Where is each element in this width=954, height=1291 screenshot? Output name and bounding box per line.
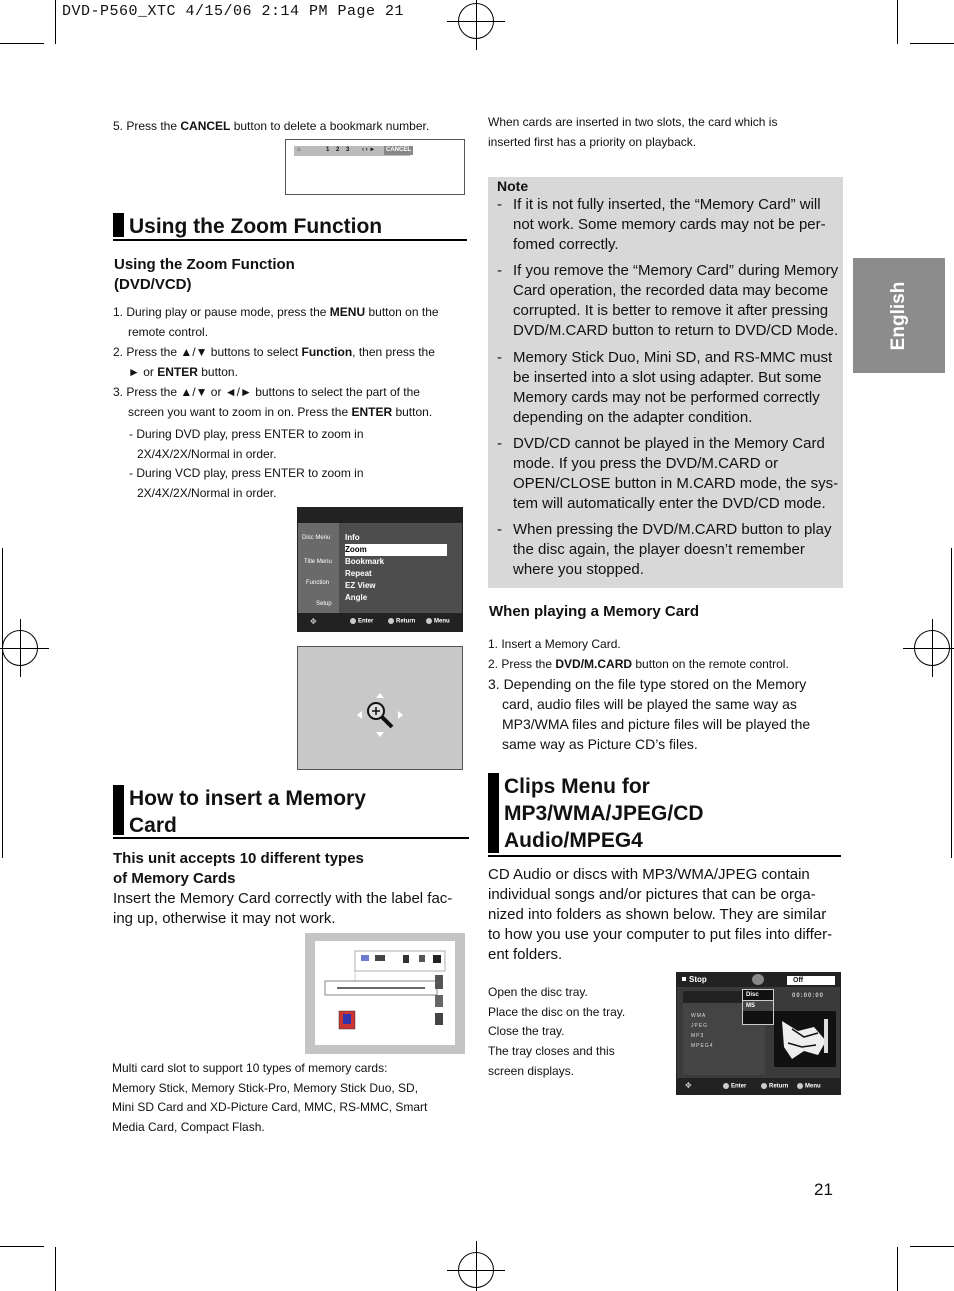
zoom-step-3: 3. Press the ▲/▼ or ◄/► buttons to select the part of the (113, 385, 420, 399)
bookmark-icon: ⌂ (297, 147, 301, 153)
card-slot-illustration (305, 933, 465, 1054)
photo-thumbnail-icon (774, 1011, 836, 1067)
note-item: - When pressing the DVD/M.CARD button to play the disc again, the player doesn’t remember where you stopped. (497, 521, 832, 578)
clips-top-bar: Stop Off (677, 973, 840, 987)
disc-menu-item: Disc Menu (302, 535, 331, 541)
crop-mark (897, 0, 898, 44)
zoom-subtitle: Using the Zoom Function (DVD/VCD) (114, 256, 295, 293)
cancel-label: CANCEL (386, 147, 411, 153)
note-box: Note - If it is not fully inserted, the “Memory Card” will not work. Some memory cards may not be per- fomed correctly. - If you remove the “Memory Card” during Memory Card operation, the recorded data may become corrupted. It is better to remove it after pressing DVD/M.CARD button to return to DVD/CD Mode. - Memory Stick Duo, Mini SD, and RS-MMC must be inserted into a slot using adapter. But some Memory cards may not be performed correctly depending on the adapter condition. - DVD/CD cannot be played in the Memory Card mode. If you press the DVD/M.CARD or OPEN/CLOSE button in M.CARD mode, the sys- tem will automatically enter the DVD/CD mode. - When pressing the DVD/M.CARD button to play the disc again, the player doesn’t remember where you stopped. (488, 177, 843, 588)
note-item: - Memory Stick Duo, Mini SD, and RS-MMC must be inserted into a slot using adapter. But some Memory cards may not be performed correctly depending on the adapter condition. (497, 349, 833, 426)
intro-text: When cards are inserted in two slots, the card which is inserted first has a priority on playback. (488, 115, 778, 149)
language-tab: English (853, 258, 945, 373)
time-display: 00:00:00 (792, 993, 825, 999)
title-menu-item: Title Menu (304, 559, 332, 565)
menu-sidebar (298, 523, 339, 613)
clips-description: CD Audio or discs with MP3/WMA/JPEG contain individual songs and/or pictures that can be orga- nized into folders as shown below. They are similar to how you use your computer to put files into differ- ent folders. (488, 866, 833, 963)
crop-mark (2, 548, 3, 858)
crop-mark (55, 0, 56, 44)
bookmark-bar: ⌂ 1 2 3 ‹ › ► CANCEL (294, 146, 410, 156)
clips-bottom-bar: ✥ Enter Return Menu (677, 1078, 840, 1094)
crop-mark (0, 43, 44, 44)
zoom-step-1-cont: remote control. (128, 325, 209, 339)
crop-mark (910, 1246, 954, 1247)
heading-bar (488, 773, 499, 853)
thumbnail-preview (774, 1011, 836, 1067)
note-item: - If you remove the “Memory Card” during Memory Card operation, the recorded data may become corrupted. It is better to remove it after pressing DVD/M.CARD button to return to DVD/CD Mode. (497, 262, 839, 339)
zoom-step-3-cont: screen you want to zoom in on. Press the ENTER button. (128, 405, 433, 419)
playing-title: When playing a Memory Card (489, 603, 700, 620)
clips-section-heading: Clips Menu for MP3/WMA/JPEG/CD Audio/MPEG4 (488, 773, 841, 857)
registration-mark (458, 3, 494, 39)
crop-mark (910, 43, 954, 44)
function-menu-item: Function (306, 580, 330, 586)
screen-bottom-bar: ✥ Enter Return Menu (298, 613, 462, 631)
page-number: 21 (814, 1180, 833, 1199)
stop-icon (682, 977, 686, 981)
file-list-panel: WMA JPEG MP3 MPEG4 (683, 991, 765, 1075)
repeat-icon (752, 974, 764, 985)
heading-bar (113, 213, 124, 237)
clips-steps: Open the disc tray. Place the disc on the tray. Close the tray. The tray closes and this screen displays. (488, 985, 626, 1078)
crop-mark (0, 1246, 44, 1247)
insert-section-heading: How to insert a Memory Card (113, 785, 469, 839)
zoom-notes: - During DVD play, press ENTER to zoom in 2X/4X/2X/Normal in order. - During VCD play, press ENTER to zoom in 2X/4X/2X/Normal in order. (129, 427, 364, 500)
bookmark-screen (285, 139, 465, 195)
source-popup: Disc MS (742, 989, 774, 1025)
zoom-step-2: 2. Press the ▲/▼ buttons to select Function, then press the (113, 345, 435, 359)
zoom-magnifier-icon (298, 647, 464, 771)
dpad-icon: ✥ (310, 617, 317, 626)
registration-mark (458, 1252, 494, 1288)
zoom-section-heading: Using the Zoom Function (113, 213, 467, 241)
zoom-step-1: 1. During play or pause mode, press the MENU button on the (113, 305, 439, 319)
multi-card-text: Multi card slot to support 10 types of memory cards: Memory Stick, Memory Stick-Pro, Memory Stick Duo, SD, Mini SD Card and XD-Picture Card, MMC, RS-MMC, Smart Media Card, Compact Flash. (112, 1061, 428, 1135)
function-items: Info Zoom Bookmark Repeat EZ View Angle (345, 532, 447, 604)
crop-mark (55, 1247, 56, 1291)
step-cancel: 5. Press the CANCEL button to delete a bookmark number. (113, 119, 430, 133)
repeat-off-label: Off (787, 976, 835, 985)
zoom-screen (297, 646, 463, 770)
crop-mark (897, 1247, 898, 1291)
insert-subtitle: This unit accepts 10 different types of Memory Cards (113, 850, 364, 887)
heading-bar (113, 785, 124, 835)
crop-mark (951, 548, 952, 858)
zoom-steps (113, 302, 468, 422)
card-slot-icon (315, 941, 455, 1045)
clips-menu-screen (676, 972, 841, 1095)
registration-mark (914, 630, 950, 666)
note-item: - DVD/CD cannot be played in the Memory Card mode. If you press the DVD/M.CARD or OPEN/CLOSE button in M.CARD mode, the sys- tem will automatically enter the DVD/CD mode. (497, 435, 839, 512)
dpad-icon: ✥ (685, 1081, 692, 1090)
print-header: DVD-P560_XTC 4/15/06 2:14 PM Page 21 (62, 3, 405, 20)
screen-top-bar (298, 508, 462, 523)
setup-menu-item: Setup (316, 601, 332, 607)
registration-mark (2, 630, 38, 666)
zoom-step-2-cont: ► or ENTER button. (128, 365, 238, 379)
note-item: - If it is not fully inserted, the “Memory Card” will not work. Some memory cards may not be per- fomed correctly. (497, 196, 826, 253)
insert-description: Insert the Memory Card correctly with the label fac- ing up, otherwise it may not work. (113, 890, 453, 927)
function-menu-screen (297, 507, 463, 632)
nav-arrows-icon: ‹ › ► (362, 147, 376, 153)
playing-steps: 1. Insert a Memory Card. 2. Press the DVD/M.CARD button on the remote control. 3. Depending on the file type stored on the Memory card, audio files will be played the same way as MP3/WMA files and picture files will be played the same way as Picture CD’s files. (488, 637, 811, 752)
